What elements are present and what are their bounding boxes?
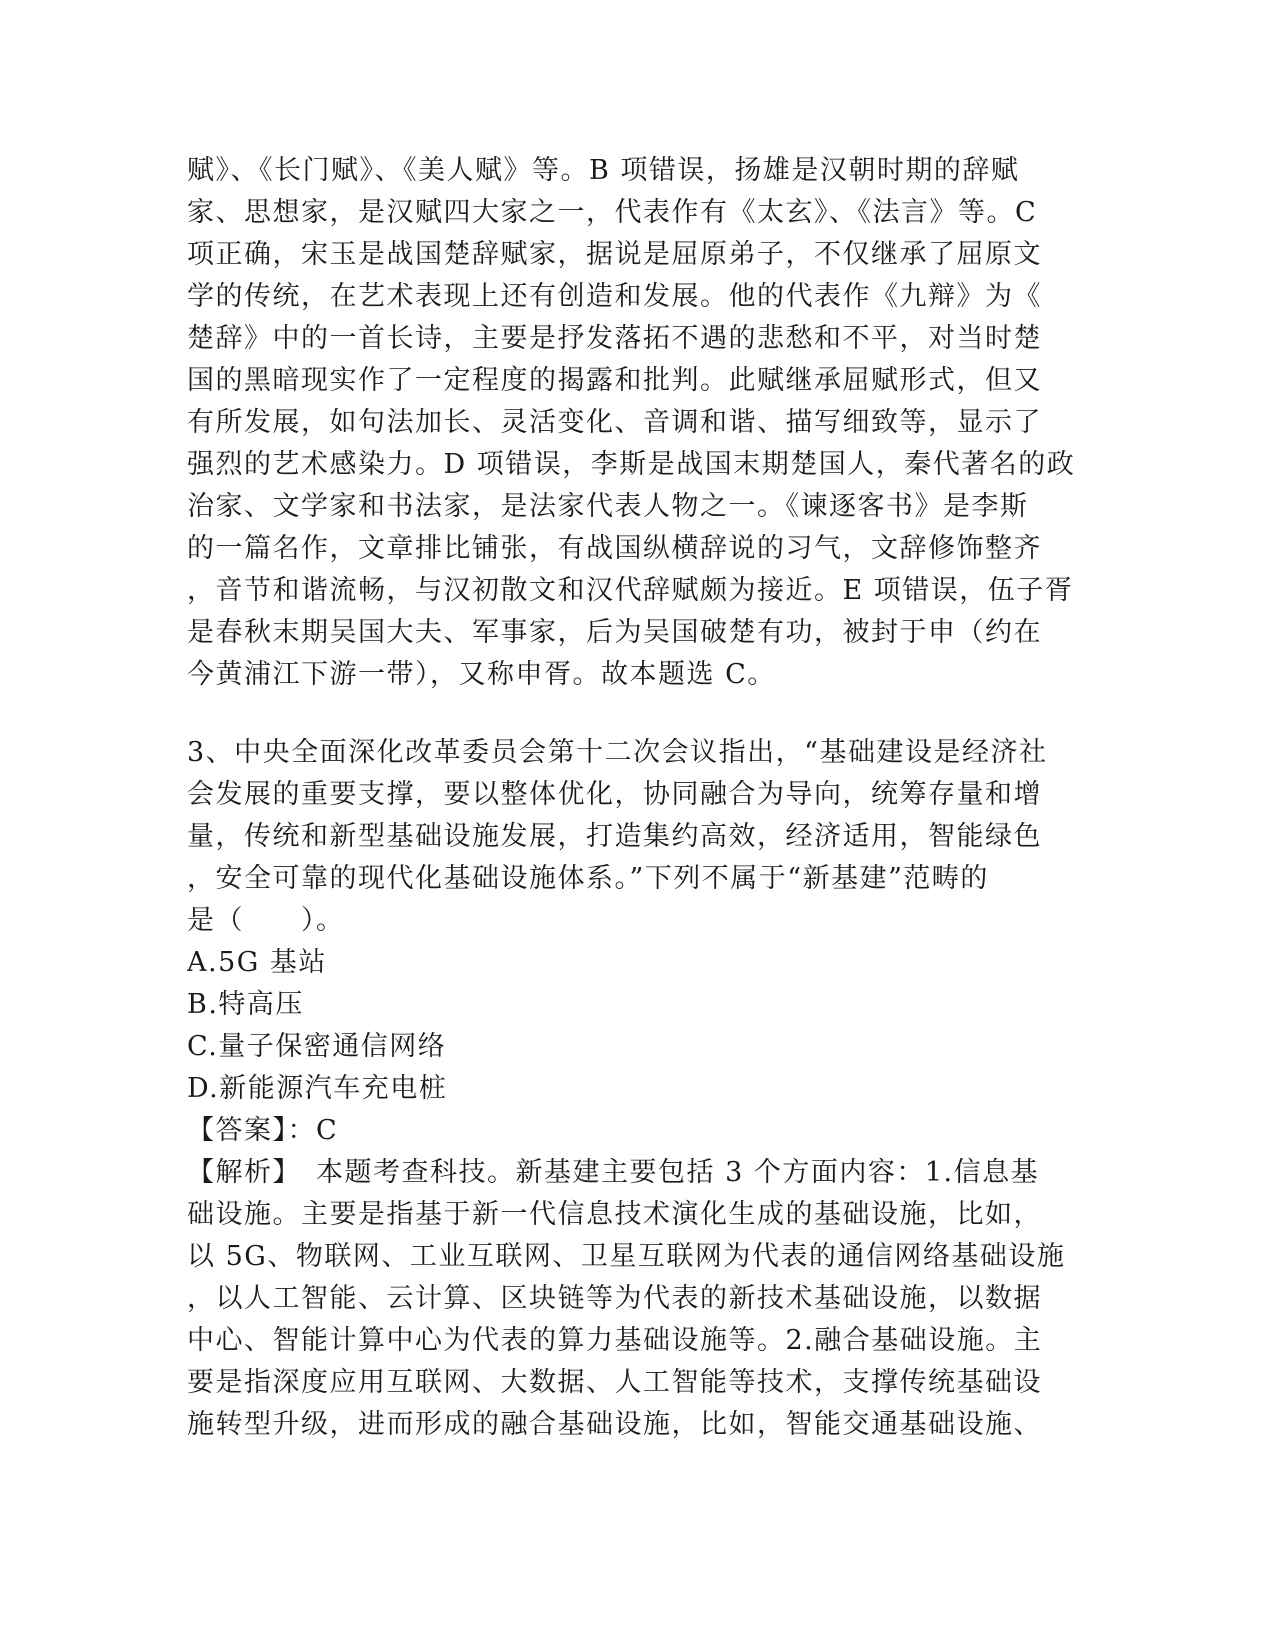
text-line: 家、思想家，是汉赋四大家之一，代表作有《太玄》、《法言》等。C xyxy=(187,197,1038,228)
question-stem-line: 是（ ）。 xyxy=(187,905,345,936)
question-3 xyxy=(187,732,1092,1446)
analysis-line: 础设施。主要是指基于新一代信息技术演化生成的基础设施，比如， xyxy=(187,1199,1042,1230)
text-line: 项正确，宋玉是战国楚辞赋家，据说是屈原弟子，不仅继承了屈原文 xyxy=(187,239,1042,270)
text-line: ，音节和谐流畅，与汉初散文和汉代辞赋颇为接近。E 项错误，伍子胥 xyxy=(187,575,1074,606)
text-line: 学的传统，在艺术表现上还有创造和发展。他的代表作《九辩》为《 xyxy=(187,281,1042,312)
text-line: 强烈的艺术感染力。D 项错误，李斯是战国末期楚国人，秦代著名的政 xyxy=(187,449,1076,480)
text-line: 治家、文学家和书法家，是法家代表人物之一。《谏逐客书》是李斯 xyxy=(187,491,1029,522)
option-b: B.特高压 xyxy=(187,989,304,1020)
option-c: C.量子保密通信网络 xyxy=(187,1031,447,1062)
answer-line: 【答案】：C xyxy=(187,1115,339,1146)
text-line: 有所发展，如句法加长、灵活变化、音调和谐、描写细致等，显示了 xyxy=(187,407,1042,438)
answer-options xyxy=(187,942,1092,1110)
question-stem-line: 会发展的重要支撑，要以整体优化，协同融合为导向，统筹存量和增 xyxy=(187,779,1042,810)
text-line: 国的黑暗现实作了一定程度的揭露和批判。此赋继承屈赋形式，但又 xyxy=(187,365,1042,396)
analysis-line: 要是指深度应用互联网、大数据、人工智能等技术，支撑传统基础设 xyxy=(187,1367,1042,1398)
analysis-line: 【解析】 本题考查科技。新基建主要包括 3 个方面内容：1.信息基 xyxy=(187,1157,1040,1188)
analysis-line: 以 5G、物联网、工业互联网、卫星互联网为代表的通信网络基础设施 xyxy=(187,1241,1066,1272)
analysis xyxy=(187,1152,1092,1446)
option-d: D.新能源汽车充电桩 xyxy=(187,1073,448,1104)
text-line: 楚辞》中的一首长诗，主要是抒发落拓不遇的悲愁和不平，对当时楚 xyxy=(187,323,1042,354)
question-stem-line: ，安全可靠的现代化基础设施体系。”下列不属于“新基建”范畴的 xyxy=(187,863,989,894)
analysis-line: ，以人工智能、云计算、区块链等为代表的新技术基础设施，以数据 xyxy=(187,1283,1042,1314)
option-a: A.5G 基站 xyxy=(187,947,327,978)
text-line: 的一篇名作，文章排比铺张，有战国纵横辞说的习气，文辞修饰整齐 xyxy=(187,533,1042,564)
previous-answer-explanation xyxy=(187,150,1092,696)
analysis-line: 施转型升级，进而形成的融合基础设施，比如，智能交通基础设施、 xyxy=(187,1409,1042,1440)
text-line: 是春秋末期吴国大夫、军事家，后为吴国破楚有功，被封于申（约在 xyxy=(187,617,1042,648)
question-stem-line: 量，传统和新型基础设施发展，打造集约高效，经济适用，智能绿色 xyxy=(187,821,1042,852)
text-line: 今黄浦江下游一带），又称申胥。故本题选 C。 xyxy=(187,659,776,690)
text-line: 赋》、《长门赋》、《美人赋》等。B 项错误，扬雄是汉朝时期的辞赋 xyxy=(187,155,1020,186)
question-stem-line: 3、中央全面深化改革委员会第十二次会议指出，“基础建设是经济社 xyxy=(187,737,1048,768)
analysis-line: 中心、智能计算中心为代表的算力基础设施等。2.融合基础设施。主 xyxy=(187,1325,1043,1356)
question-stem xyxy=(187,732,1092,942)
